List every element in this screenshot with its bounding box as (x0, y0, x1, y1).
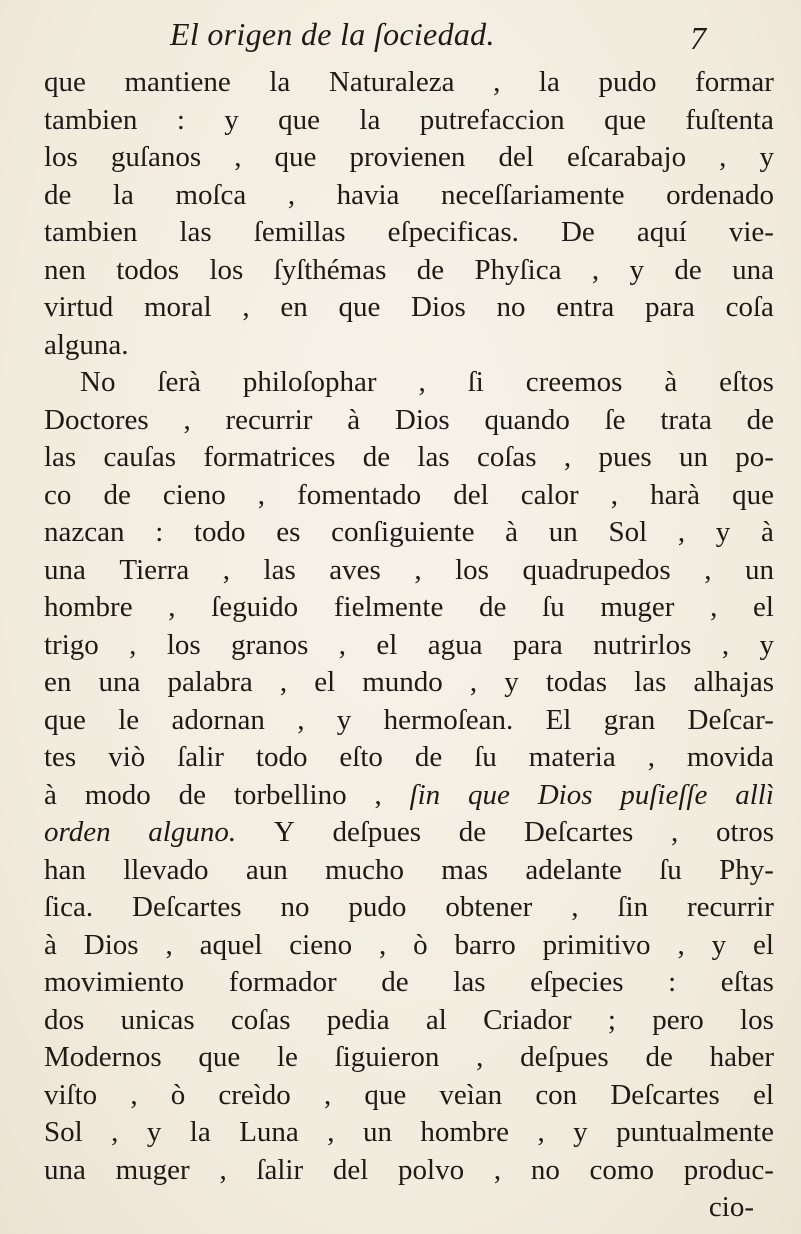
text-line: tes viò ſalir todo eſto de ſu materia , movida (44, 741, 774, 773)
text-line: No ſerà philoſophar , ſi creemos à eſtos (80, 366, 774, 398)
running-head: El origen de la ſociedad. (170, 16, 495, 52)
text-line: viſto , ò creìdo , que veìan con Deſcartes el (44, 1078, 774, 1111)
text-line: co de cieno , fomentado del calor , harà que (44, 478, 774, 511)
text-line: una muger , ſalir del polvo , no como produc- (44, 1153, 774, 1186)
text-line: trigo , los granos , el agua para nutrirlos , y (44, 628, 774, 661)
body-text (44, 64, 774, 1227)
text-line: à Dios , aquel cieno , ò barro primitivo , y el (44, 928, 774, 961)
text-line: los guſanos , que provienen del eſcarabajo , y (44, 141, 774, 173)
text-line: Modernos que le ſiguieron , deſpues de haber (44, 1041, 774, 1073)
text-line: que le adornan , y hermoſean. El gran Deſcar- (44, 703, 774, 736)
catchword: cio- (708, 1191, 754, 1223)
page-number: 7 (690, 20, 706, 56)
text-line: alguna. (44, 328, 129, 361)
text-line: que mantiene la Naturaleza , la pudo formar (44, 66, 774, 98)
text-line: nen todos los ſyſthémas de Phyſica , y de una (44, 253, 774, 286)
text-line: de la moſca , havia neceſſariamente ordenado (44, 178, 774, 211)
text-line: ſica. Deſcartes no pudo obtener , ſin recurrir (44, 891, 774, 923)
text-line: Sol , y la Luna , un hombre , y puntualmente (44, 1116, 774, 1148)
page-header (0, 10, 801, 66)
text-line: à modo de torbellino , ſin que Dios puſieſſe allì (44, 778, 774, 811)
text-line: en una palabra , el mundo , y todas las alhajas (44, 666, 774, 698)
text-line: han llevado aun mucho mas adelante ſu Phy- (44, 853, 774, 886)
text-line: movimiento formador de las eſpecies : eſtas (44, 966, 774, 998)
text-line: las cauſas formatrices de las coſas , pues un po- (44, 441, 774, 473)
text-line: tambien : y que la putrefaccion que fuſtenta (44, 103, 774, 136)
text-line: virtud moral , en que Dios no entra para coſa (44, 291, 774, 323)
text-line: hombre , ſeguido fielmente de ſu muger , el (44, 591, 774, 623)
text-line: dos unicas coſas pedia al Criador ; pero los (44, 1003, 774, 1036)
text-line: una Tierra , las aves , los quadrupedos , un (44, 553, 774, 586)
text-line: tambien las ſemillas eſpecificas. De aquí vie- (44, 216, 774, 248)
text-line: nazcan : todo es conſiguiente à un Sol , y à (44, 516, 774, 548)
text-line: orden alguno. Y deſpues de Deſcartes , otros (44, 816, 774, 848)
text-line: Doctores , recurrir à Dios quando ſe trata de (44, 403, 774, 436)
